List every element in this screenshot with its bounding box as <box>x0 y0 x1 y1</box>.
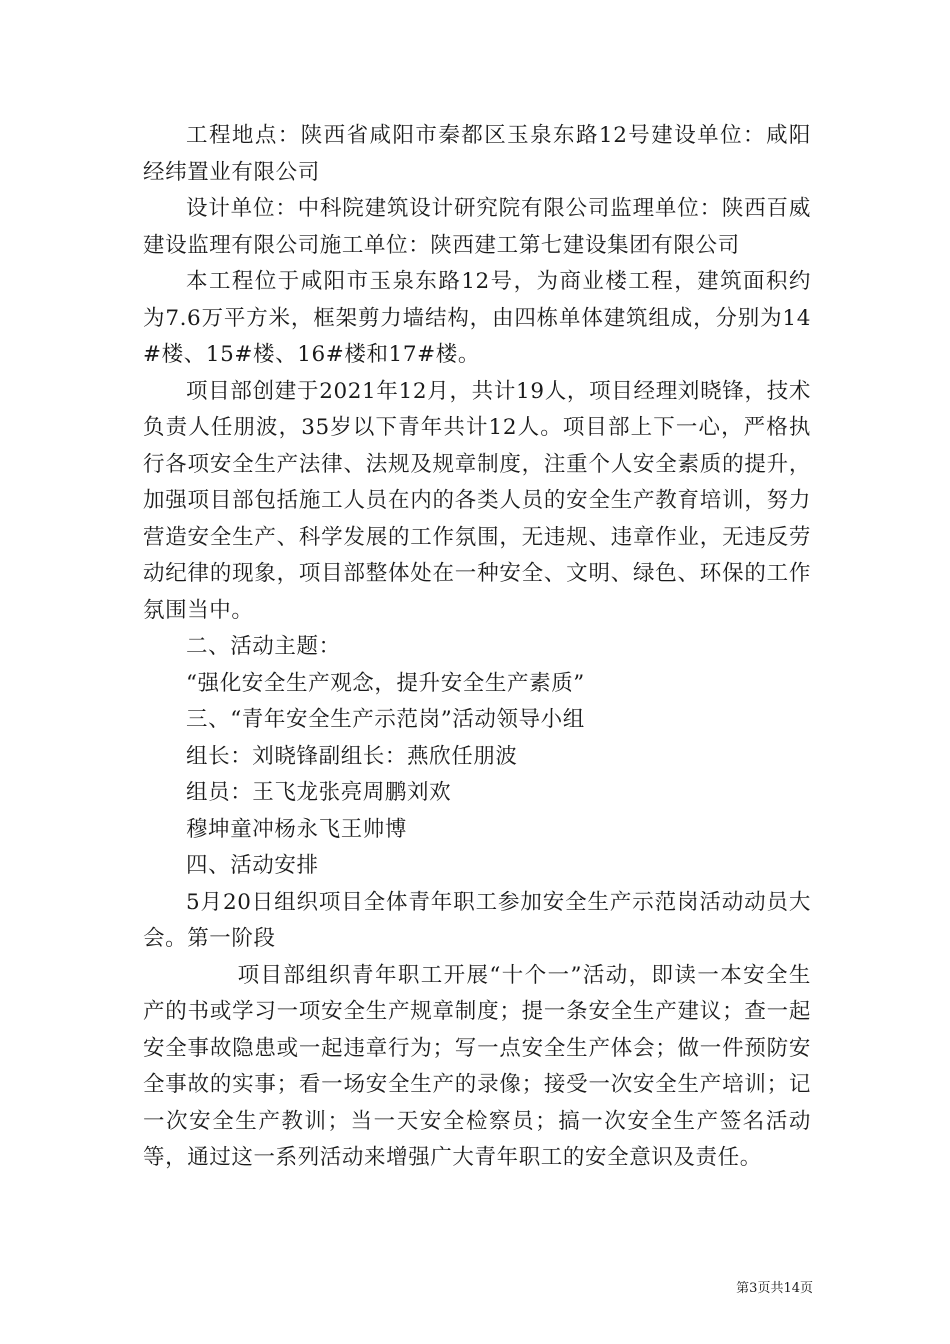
group-leaders: 组长：刘晓锋副组长：燕欣任朋波 <box>186 743 518 769</box>
group-members: 组员：王飞龙张亮周鹏刘欢 <box>186 780 452 805</box>
group-members-continued: 穆坤童冲杨永飞王帅博 <box>186 816 408 842</box>
paragraph-design-unit: 设计单位：中科院建筑设计研究院有限公司监理单位：陕西百威建设监理有限公司施工单位：陕西建工第七建设集团有限公司 <box>143 196 811 258</box>
paragraph-project-team: 项目部创建于2021年12月，共计19人，项目经理刘晓锋，技术负责人任朋波，35岁以下青年共计12人。项目部上下一心，严格执行各项安全生产法律、法规及规章制度，注重个人安全素质的提升，加强项目部包括施工人员在内的各类人员的安全生产教育培训，努力营造安全生产、科学发展的工作氛围，无违规、违章作业，无违反劳动纪律的现象，项目部整体处在一种安全、文明、绿色、环保的工作氛围当中。 <box>143 378 811 623</box>
paragraph-ten-ones-activity: 项目部组织青年职工开展“十个一”活动，即读一本安全生产的书或学习一项安全生产规章制度；提一条安全生产建议；查一起安全事故隐患或一起违章行为；写一点安全生产体会；做一件预防安全事故的实事；看一场安全生产的录像；接受一次安全生产培训；记一次安全生产教训；当一天安全检察员；搞一次安全生产签名活动等，通过这一系列活动来增强广大青年职工的安全意识及责任。 <box>143 962 811 1170</box>
heading-leadership-group: 三、“青年安全生产示范岗”活动领导小组 <box>186 707 585 732</box>
paragraph-project-location: 工程地点：陕西省咸阳市秦都区玉泉东路12号建设单位：咸阳经纬置业有限公司 <box>143 123 811 185</box>
paragraph-kickoff-meeting: 5月20日组织项目全体青年职工参加安全生产示范岗活动动员大会。第一阶段 <box>143 889 811 951</box>
activity-theme-slogan: “强化安全生产观念，提升安全生产素质” <box>186 670 585 696</box>
document-body <box>143 118 811 1177</box>
heading-activity-theme: 二、活动主题： <box>186 634 341 659</box>
paragraph-project-overview: 本工程位于咸阳市玉泉东路12号，为商业楼工程，建筑面积约为7.6万平方米，框架剪力墙结构，由四栋单体建筑组成，分别为14#楼、15#楼、16#楼和17#楼。 <box>143 269 811 367</box>
heading-activity-schedule: 四、活动安排 <box>186 853 319 878</box>
page-number-footer: 第3页共14页 <box>736 1281 813 1296</box>
